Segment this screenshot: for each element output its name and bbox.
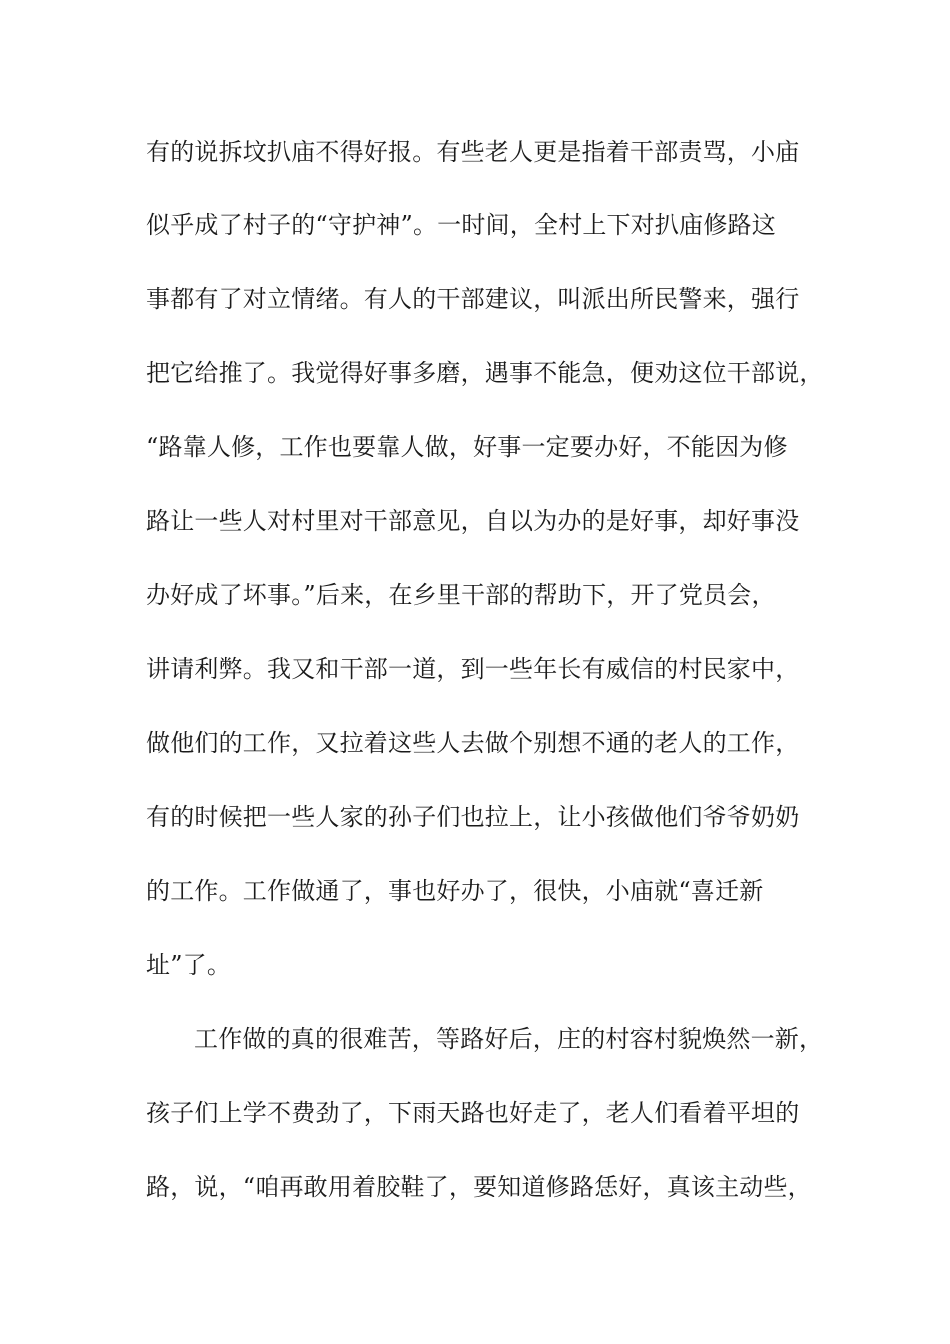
text-line: 路，说，“咱再敢用着胶鞋了，要知道修路恁好，真该主动些， xyxy=(146,1173,812,1201)
text-line: 似乎成了村子的“守护神”。一时间，全村上下对扒庙修路这 xyxy=(146,211,776,239)
text-line: 讲请利弊。我又和干部一道，到一些年长有威信的村民家中， xyxy=(146,655,800,683)
text-line: 孩子们上学不费劲了，下雨天路也好走了，老人们看着平坦的 xyxy=(146,1099,800,1127)
text-line: 有的时候把一些人家的孙子们也拉上，让小孩做他们爷爷奶奶 xyxy=(146,803,800,831)
text-line: 事都有了对立情绪。有人的干部建议，叫派出所民警来，强行 xyxy=(146,285,800,313)
text-line: 的工作。工作做通了，事也好办了，很快，小庙就“喜迁新 xyxy=(146,877,764,905)
paragraph-start-line: 工作做的真的很难苦，等路好后，庄的村容村貌焕然一新， xyxy=(194,1025,824,1053)
text-line: 办好成了坏事。”后来，在乡里干部的帮助下，开了党员会， xyxy=(146,581,776,609)
text-line: 址”了。 xyxy=(146,951,232,979)
text-line: “路靠人修，工作也要靠人做，好事一定要办好，不能因为修 xyxy=(146,433,788,461)
text-line: 把它给推了。我觉得好事多磨，遇事不能急，便劝这位干部说， xyxy=(146,359,824,387)
text-line: 路让一些人对村里对干部意见，自以为办的是好事，却好事没 xyxy=(146,507,800,535)
text-line: 有的说拆坟扒庙不得好报。有些老人更是指着干部责骂，小庙 xyxy=(146,138,800,166)
text-line: 做他们的工作，又拉着这些人去做个别想不通的老人的工作， xyxy=(146,729,800,757)
